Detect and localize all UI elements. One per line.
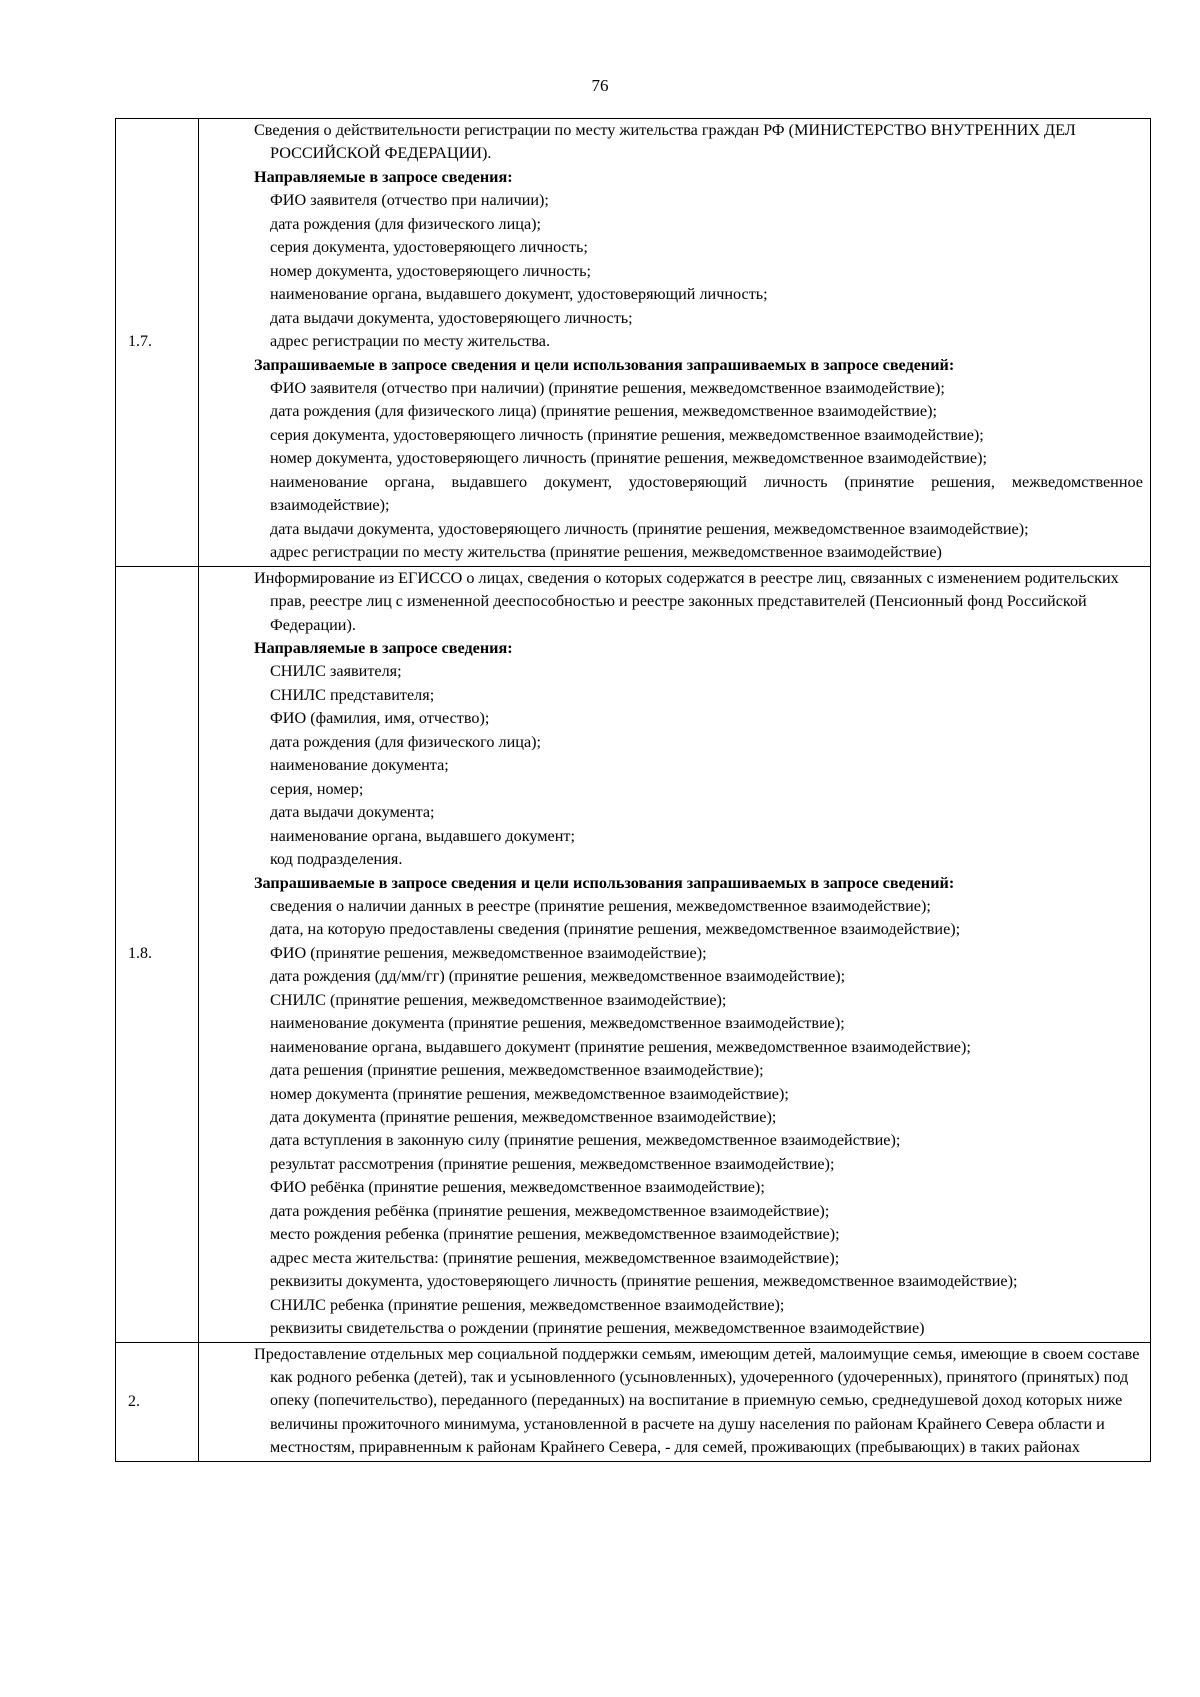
requested-data-item: место рождения ребенка (принятие решения, межведомственное взаимодействие); bbox=[270, 1225, 840, 1244]
sent-data-item: дата рождения (для физического лица); bbox=[270, 214, 542, 233]
requested-data-item: номер документа, удостоверяющего личность (принятие решения, межведомственное взаимодействие); bbox=[270, 449, 987, 468]
row-content bbox=[199, 119, 1151, 567]
requested-data-item: наименование документа (принятие решения, межведомственное взаимодействие); bbox=[270, 1014, 845, 1033]
requested-data-item: СНИЛС (принятие решения, межведомственное взаимодействие); bbox=[270, 990, 727, 1009]
sent-data-item: ФИО (фамилия, имя, отчество); bbox=[270, 709, 490, 728]
requested-data-item: дата выдачи документа, удостоверяющего личность (принятие решения, межведомственное взаимодействие); bbox=[270, 519, 1029, 538]
row-content bbox=[199, 566, 1151, 1342]
sent-data-item: дата выдачи документа; bbox=[270, 803, 435, 822]
requested-data-item: дата документа (принятие решения, межведомственное взаимодействие); bbox=[270, 1108, 777, 1127]
requested-data-item: дата вступления в законную силу (принятие решения, межведомственное взаимодействие); bbox=[270, 1131, 901, 1150]
service-description: Предоставление отдельных мер социальной поддержки семьям, имеющим детей, малоимущие семья, имеющие в своем составе как родного ребенка (детей), так и усыновленного (усыновленных), удочеренного (удочеренных), принятого (принятых) под опеку (попечительство), переданного (переданных) на воспитание в приемную семью, среднедушевой доход которых ниже величины прожиточного минимума, установленной в расчете на душу населения по районам Крайнего Севера области и местностям, приравненным к районам Крайнего Севера, - для семей, проживающих (пребывающих) в таких районах bbox=[254, 1344, 1140, 1457]
table-row bbox=[116, 119, 1151, 567]
row-number: 1.8. bbox=[116, 566, 199, 1342]
requested-data-item: адрес места жительства: (принятие решения, межведомственное взаимодействие); bbox=[270, 1248, 840, 1267]
requested-data-item: дата рождения ребёнка (принятие решения, межведомственное взаимодействие); bbox=[270, 1201, 830, 1220]
requested-data-item: реквизиты документа, удостоверяющего личность (принятие решения, межведомственное взаимодействие); bbox=[270, 1272, 1018, 1291]
requested-data-item: дата рождения (дд/мм/гг) (принятие решения, межведомственное взаимодействие); bbox=[270, 967, 846, 986]
requested-data-item: сведения о наличии данных в реестре (принятие решения, межведомственное взаимодействие); bbox=[270, 896, 931, 915]
services-table bbox=[115, 118, 1151, 1462]
sent-data-item: ФИО заявителя (отчество при наличии); bbox=[270, 191, 549, 210]
requested-data-item: наименование органа, выдавшего документ (принятие решения, межведомственное взаимодействие); bbox=[270, 1037, 971, 1056]
sent-data-item: адрес регистрации по месту жительства. bbox=[270, 332, 550, 351]
service-description: Информирование из ЕГИССО о лицах, сведения о которых содержатся в реестре лиц, связанных с изменением родительских прав, реестре лиц с измененной дееспособностью и реестре законных представителей (Пенсионный фонд Российской Федерации). bbox=[254, 568, 1119, 634]
table-row bbox=[116, 566, 1151, 1342]
sent-data-item: наименование органа, выдавшего документ; bbox=[270, 826, 575, 845]
requested-data-item: ФИО заявителя (отчество при наличии) (принятие решения, межведомственное взаимодействие); bbox=[270, 378, 945, 397]
requested-data-item: ФИО ребёнка (принятие решения, межведомственное взаимодействие); bbox=[270, 1178, 765, 1197]
page-number: 76 bbox=[591, 76, 609, 95]
sent-data-heading: Направляемые в запросе сведения: bbox=[254, 638, 513, 657]
sent-data-heading: Направляемые в запросе сведения: bbox=[254, 167, 513, 186]
service-description: Сведения о действительности регистрации по месту жительства граждан РФ (МИНИСТЕРСТВО ВНУТРЕННИХ ДЕЛ РОССИЙСКОЙ ФЕДЕРАЦИИ). bbox=[254, 121, 1076, 163]
requested-data-item: адрес регистрации по месту жительства (принятие решения, межведомственное взаимодействие) bbox=[270, 543, 942, 562]
sent-data-item: номер документа, удостоверяющего личность; bbox=[270, 261, 592, 280]
row-number: 1.7. bbox=[116, 119, 199, 567]
requested-data-item: СНИЛС ребенка (принятие решения, межведомственное взаимодействие); bbox=[270, 1295, 785, 1314]
requested-data-heading: Запрашиваемые в запросе сведения и цели использования запрашиваемых в запросе сведений: bbox=[254, 873, 955, 892]
row-number: 2. bbox=[116, 1342, 199, 1461]
table-row bbox=[116, 1342, 1151, 1461]
requested-data-heading: Запрашиваемые в запросе сведения и цели использования запрашиваемых в запросе сведений: bbox=[254, 355, 955, 374]
requested-data-item: ФИО (принятие решения, межведомственное взаимодействие); bbox=[270, 943, 707, 962]
requested-data-item: дата, на которую предоставлены сведения (принятие решения, межведомственное взаимодействие); bbox=[270, 920, 961, 939]
requested-data-item: дата решения (принятие решения, межведомственное взаимодействие); bbox=[270, 1061, 764, 1080]
sent-data-item: наименование органа, выдавшего документ, удостоверяющий личность; bbox=[270, 285, 768, 304]
sent-data-item: дата выдачи документа, удостоверяющего личность; bbox=[270, 308, 633, 327]
requested-data-item: дата рождения (для физического лица) (принятие решения, межведомственное взаимодействие); bbox=[270, 402, 937, 421]
sent-data-item: серия документа, удостоверяющего личность; bbox=[270, 238, 588, 257]
sent-data-item: дата рождения (для физического лица); bbox=[270, 732, 542, 751]
requested-data-item: номер документа (принятие решения, межведомственное взаимодействие); bbox=[270, 1084, 789, 1103]
requested-data-item: серия документа, удостоверяющего личность (принятие решения, межведомственное взаимодействие); bbox=[270, 425, 984, 444]
requested-data-item: результат рассмотрения (принятие решения, межведомственное взаимодействие); bbox=[270, 1154, 835, 1173]
sent-data-item: наименование документа; bbox=[270, 756, 449, 775]
sent-data-item: СНИЛС заявителя; bbox=[270, 662, 402, 681]
sent-data-item: код подразделения. bbox=[270, 850, 403, 869]
requested-data-item: наименование органа, выдавшего документ, удостоверяющий личность (принятие решения, межведомственное взаимодействие); bbox=[270, 472, 1143, 515]
row-content bbox=[199, 1342, 1151, 1461]
sent-data-item: СНИЛС представителя; bbox=[270, 685, 435, 704]
sent-data-item: серия, номер; bbox=[270, 779, 364, 798]
requested-data-item: реквизиты свидетельства о рождении (принятие решения, межведомственное взаимодействие) bbox=[270, 1319, 925, 1338]
